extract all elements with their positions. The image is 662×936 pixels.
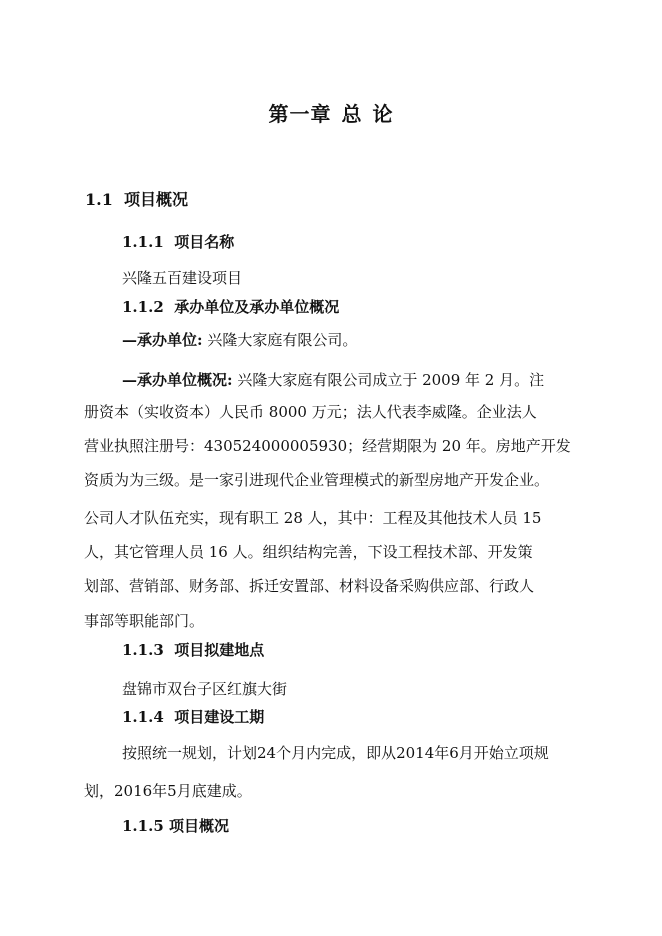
chapter-word-2: 论 (372, 102, 394, 126)
subsection-title: 项目拟建地点 (174, 641, 265, 659)
schedule-line-2: 划，2016年5月底建成。 (84, 782, 252, 800)
overview-line-8: 事部等职能部门。 (84, 612, 205, 630)
overview-line-6: 人，其它管理人员 16 人。组织结构完善，下设工程技术部、开发策 (84, 543, 533, 561)
chapter-word-1: 总 (341, 102, 363, 126)
subsection-title: 承办单位及承办单位概况 (174, 298, 340, 316)
unit-value: 兴隆大家庭有限公司。 (207, 331, 358, 349)
overview-line-3: 营业执照注册号：430524000005930；经营期限为 20 年。房地产开发 (84, 437, 571, 455)
overview-line-1 (122, 370, 544, 390)
subsection-number: 1.1.3 (122, 641, 164, 659)
subsection-number: 1.1.4 (122, 708, 164, 726)
overview-line-7: 划部、营销部、财务部、拆迁安置部、材料设备采购供应部、行政人 (84, 577, 535, 595)
overview-line-4: 资质为为三级。是一家引进现代企业管理模式的新型房地产开发企业。 (84, 471, 550, 489)
subsection-title: 项目概况 (169, 817, 230, 835)
subsection-title: 项目建设工期 (174, 708, 265, 726)
subsection-heading-1-1-2 (122, 297, 339, 317)
overview-text: 兴隆大家庭有限公司成立于 2009 年 2 月。注 (237, 371, 545, 389)
chapter-number: 第一章 (268, 102, 332, 126)
subsection-heading-1-1-5 (122, 816, 229, 836)
unit-label: —承办单位: (122, 331, 203, 349)
section-number: 1.1 (85, 190, 113, 209)
subsection-heading-1-1-3 (122, 640, 264, 660)
subsection-heading-1-1-1 (122, 232, 234, 252)
subsection-heading-1-1-4 (122, 707, 264, 727)
section-heading-1-1 (85, 190, 188, 210)
subsection-number: 1.1.5 (122, 817, 164, 835)
location-text: 盘锦市双台子区红旗大街 (122, 680, 288, 698)
overview-line-5: 公司人才队伍充实，现有职工 28 人，其中：工程及其他技术人员 15 (84, 509, 542, 527)
chapter-title (0, 98, 662, 127)
overview-line-2: 册资本（实收资本）人民币 8000 万元；法人代表李威隆。企业法人 (84, 403, 537, 421)
schedule-line-1: 按照统一规划，计划24个月内完成，即从2014年6月开始立项规 (122, 744, 549, 762)
unit-paragraph (122, 330, 357, 350)
project-name-text: 兴隆五百建设项目 (122, 269, 243, 287)
section-title: 项目概况 (123, 190, 188, 209)
overview-label: —承办单位概况: (122, 371, 233, 389)
subsection-number: 1.1.2 (122, 298, 164, 316)
subsection-number: 1.1.1 (122, 233, 164, 251)
subsection-title: 项目名称 (174, 233, 235, 251)
